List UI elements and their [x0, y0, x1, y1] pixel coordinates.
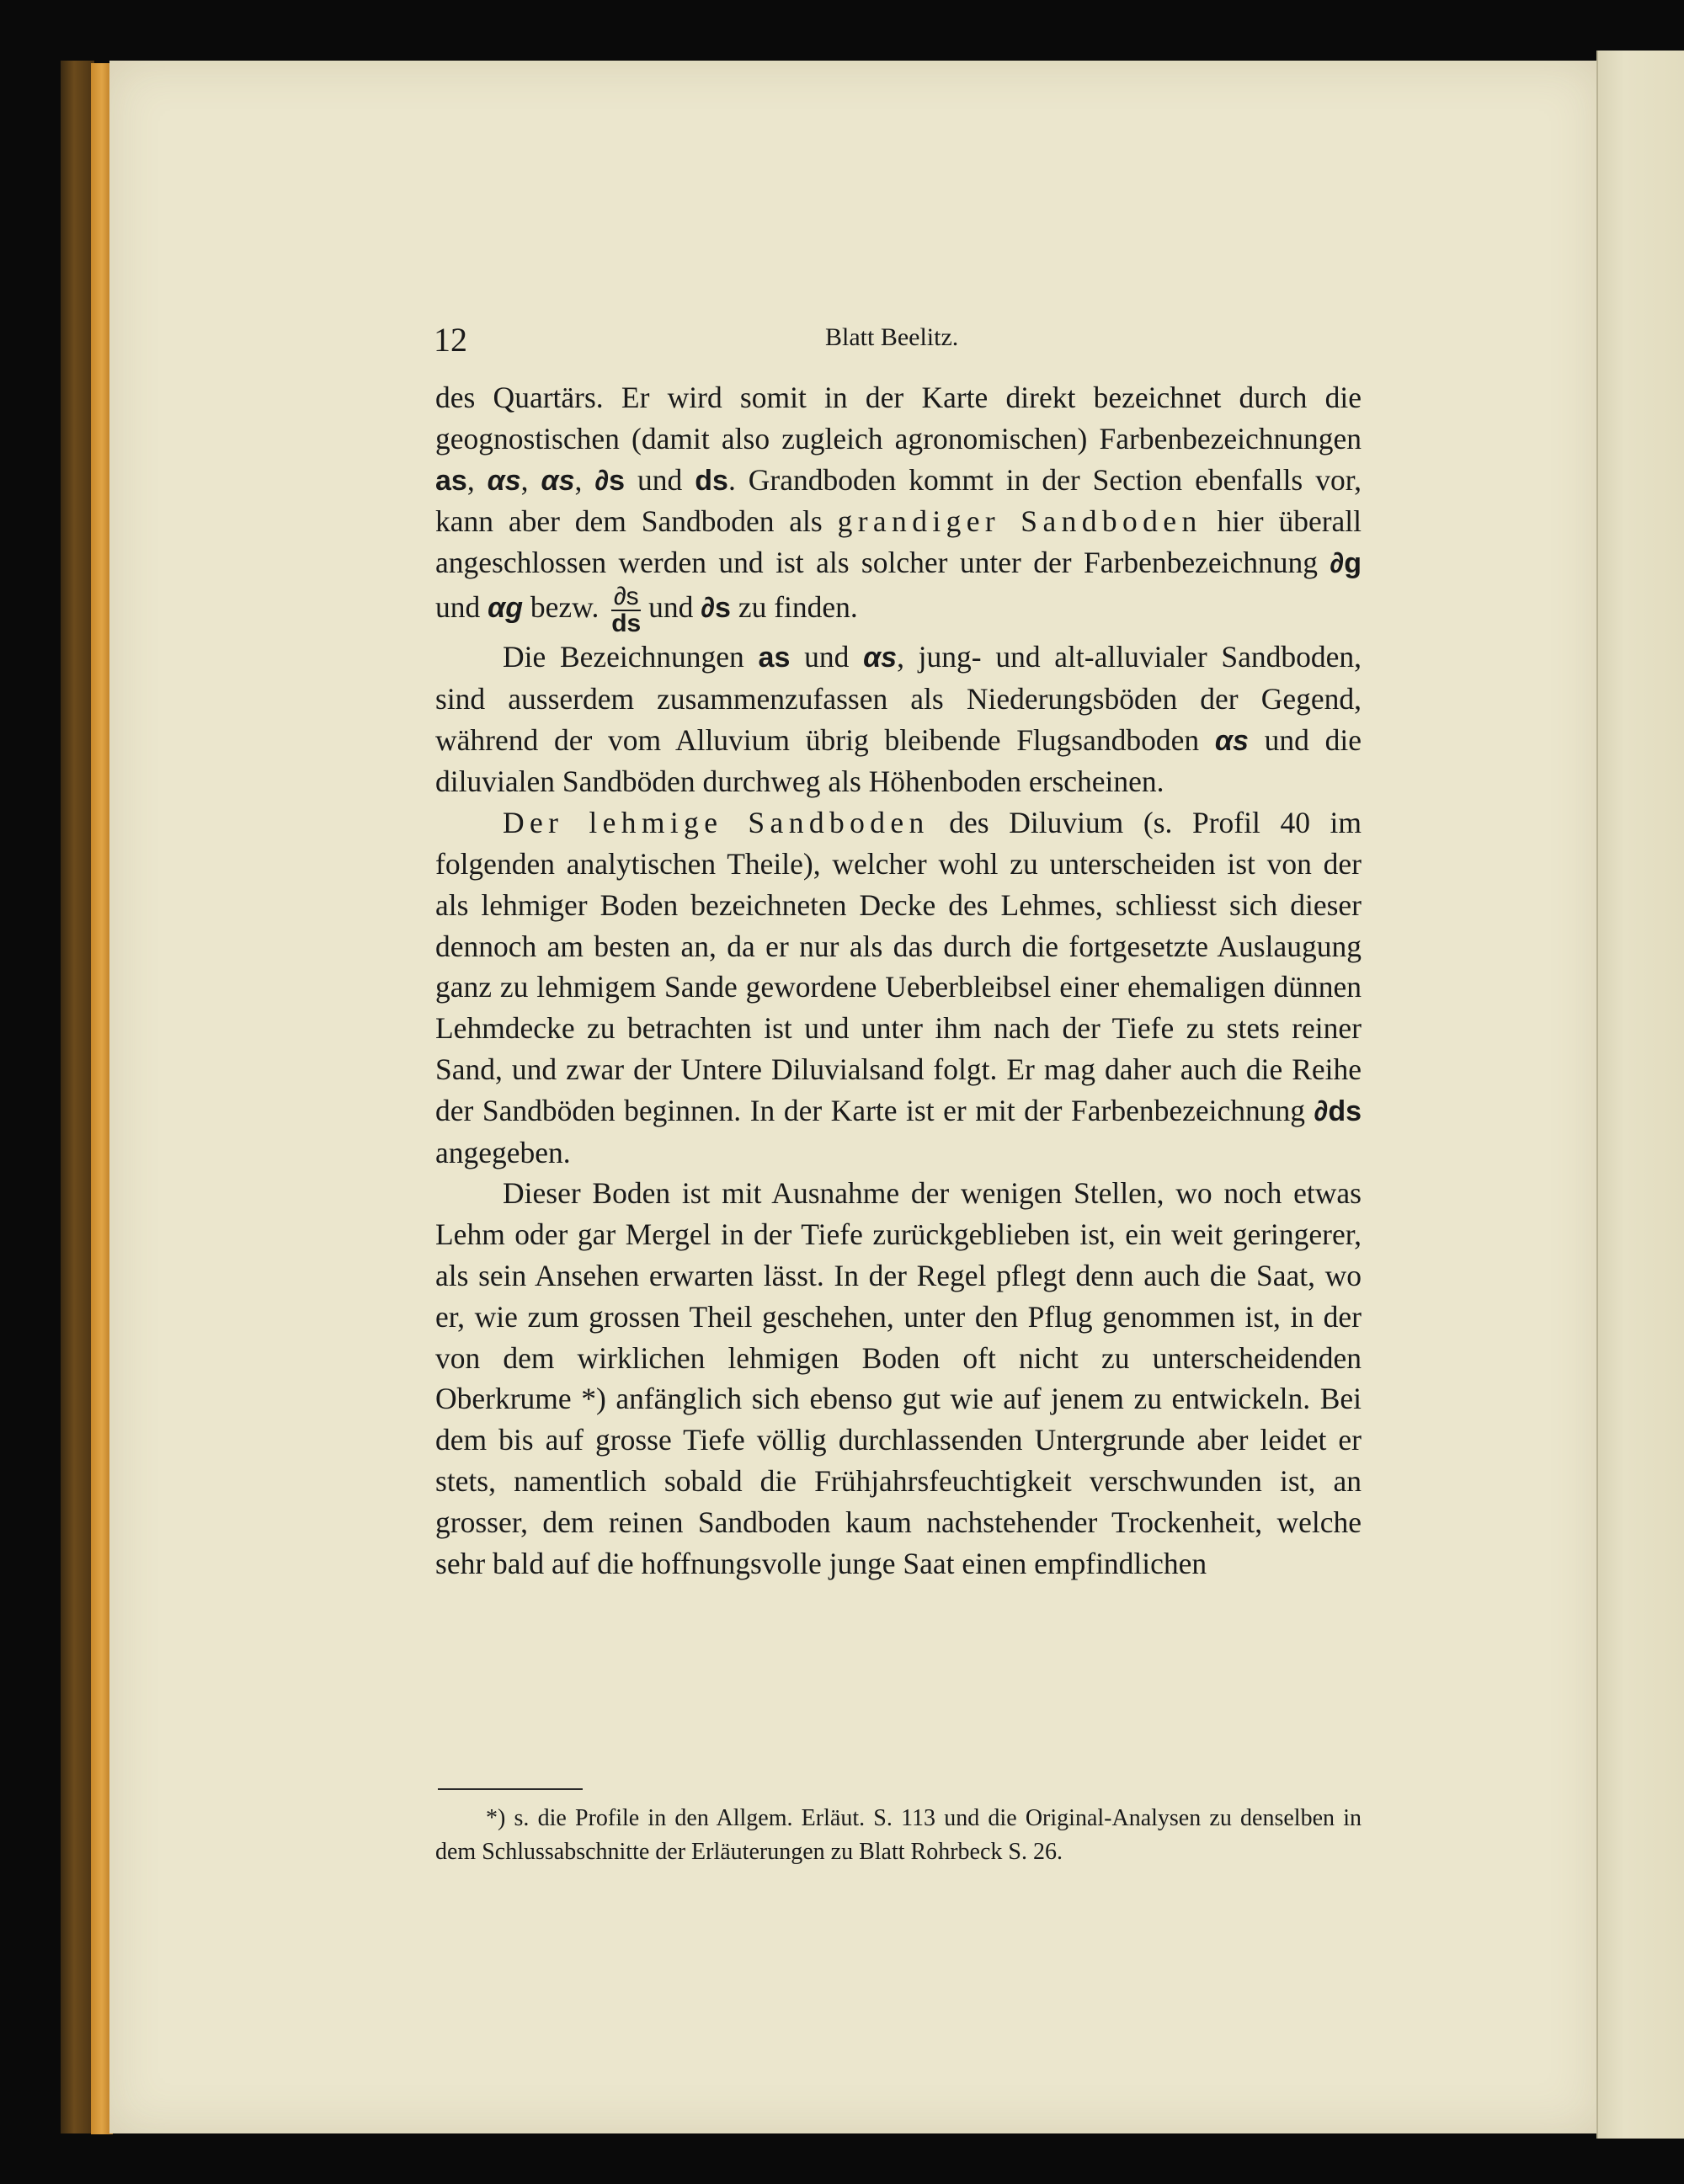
map-symbol: as	[435, 464, 467, 497]
fraction-symbol	[611, 584, 641, 637]
text-run: und	[435, 590, 488, 625]
map-symbol: αg	[488, 592, 523, 625]
body-text	[435, 377, 1362, 1584]
fraction-denominator: ds	[611, 609, 642, 637]
map-symbol: ∂s	[701, 592, 731, 625]
text-run: . Grandboden kommt in der Section ebenfalls vor, kann aber dem Sandboden als	[435, 462, 1362, 539]
map-symbol: ∂s	[594, 464, 626, 497]
text-run: angegeben.	[435, 1135, 571, 1169]
spaced-term: grandiger Sandboden	[837, 504, 1202, 539]
next-page-edge	[1596, 51, 1684, 2139]
text-run: und	[790, 639, 864, 674]
text-run: und die diluvialen Sandböden durchweg als Höhenboden erscheinen.	[435, 722, 1362, 799]
map-symbol: αs	[1214, 724, 1249, 757]
paragraph-3	[435, 802, 1362, 1173]
map-symbol: αs	[541, 464, 575, 497]
paragraph-1	[435, 377, 1362, 637]
text-run: Die Bezeichnungen	[503, 639, 759, 674]
text-run: des Quartärs. Er wird somit in der Karte direkt bezeichnet durch die geognostischen (damit also zugleich agronomischen) Farbenbezeichnungen	[435, 381, 1362, 455]
book-spine-edge	[61, 61, 94, 2133]
paragraph-4: Dieser Boden ist mit Ausnahme der wenigen Stellen, wo noch etwas Lehm oder gar Mergel in der Tiefe zurückgeblieben ist, ein weit geringerer, als sein Ansehen erwarten lässt. In der Regel pflegt denn auch die Saat, wo er, wie zum grossen Theil geschehen, unter den Pflug genommen ist, in der von dem wirklichen lehmigen Boden oft nicht zu unterscheidenden Oberkrume *) anfänglich sich ebenso gut wie auf jenem zu entwickeln. Bei dem bis auf grosse Tiefe völlig durchlassenden Untergrunde aber leidet er stets, namentlich sobald die Frühjahrsfeuchtigkeit verschwunden ist, an grosser, dem reinen Sandboden kaum nachstehender Trockenheit, welche sehr bald auf die hoffnungsvolle junge Saat einen empfindlichen	[435, 1176, 1362, 1580]
map-symbol: ∂ds	[1314, 1095, 1362, 1127]
text-run: hier überall angeschlossen werden und ist als solcher unter der Farbenbezeichnung	[435, 504, 1362, 580]
map-symbol: αs	[487, 464, 521, 497]
footnote	[435, 1802, 1362, 1869]
fraction-numerator: ∂s	[611, 584, 641, 611]
paragraph-2	[435, 637, 1362, 802]
map-symbol: αs	[863, 641, 898, 674]
map-symbol: as	[758, 641, 791, 674]
text-run: , jung- und alt-alluvialer Sandboden, sind ausserdem zusammenzufassen als Niederungsböden der Gegend, während der vom Alluvium übrig bleibende Flugsandboden	[435, 639, 1362, 757]
text-run: zu finden.	[730, 590, 858, 625]
text-run: und	[625, 462, 695, 497]
running-title: Blatt Beelitz.	[825, 323, 959, 351]
spaced-term: Der lehmige Sandboden	[503, 806, 930, 840]
text-run: ,	[520, 462, 541, 497]
text-run: ,	[466, 462, 488, 497]
text-run: bezw.	[522, 590, 607, 625]
text-run: ,	[574, 462, 595, 497]
page-header	[434, 320, 1360, 362]
map-symbol: ds	[695, 464, 728, 497]
text-run: und	[641, 590, 701, 625]
page-number: 12	[434, 321, 467, 359]
text-run: des Diluvium (s. Profil 40 im folgenden analytischen Theile), welcher wohl zu unterscheiden ist von der als lehmiger Boden bezeichneten Decke des Lehmes, schliesst sich dieser dennoch am besten an, da er nur als das durch die fortgesetzte Auslaugung ganz zu lehmigem Sande gewordene Ueberbleibsel einer ehemaligen dünnen Lehmdecke zu betrachten ist und unter ihm nach der Tiefe zu stets reiner Sand, und zwar der Untere Diluvialsand folgt. Er mag daher auch die Reihe der Sandböden beginnen. In der Karte ist er mit der Farbenbezeichnung	[435, 806, 1362, 1127]
map-symbol: ∂g	[1330, 547, 1362, 580]
footnote-text: *) s. die Profile in den Allgem. Erläut. S. 113 und die Original-Analysen zu denselben in dem Schlussabschnitte der Erläuterungen zu Blatt Rohrbeck S. 26.	[435, 1805, 1362, 1865]
footnote-divider	[438, 1788, 583, 1790]
